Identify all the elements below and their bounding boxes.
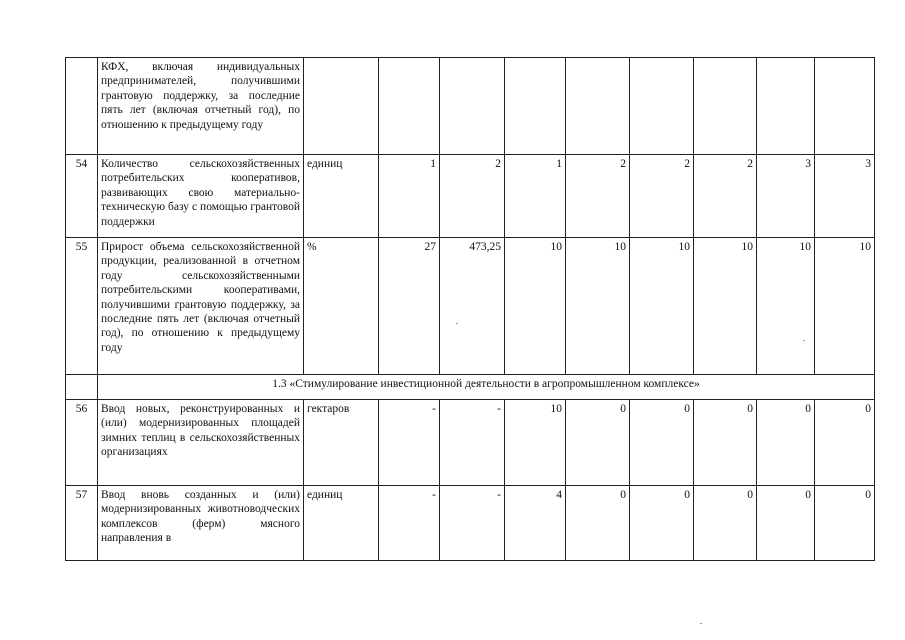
scan-speck — [456, 323, 458, 324]
table-row — [66, 58, 875, 155]
row-number — [66, 375, 98, 400]
indicator-unit: % — [304, 238, 379, 375]
indicator-value: 10 — [505, 238, 566, 375]
section-title: 1.3 «Стимулирование инвестиционной деятельности в агропромышленном комплексе» — [98, 375, 875, 400]
indicator-name: Ввод вновь созданных и (или) модернизированных животноводческих комплексов (ферм) мясного направления в — [98, 486, 304, 561]
indicator-value: 27 — [379, 238, 440, 375]
indicator-name: КФХ, включая индивидуальных предпринимателей, получившими грантовую поддержку, за последние пять лет (включая отчетный год), по отношению к предыдущему году — [98, 58, 304, 155]
indicator-value: 10 — [505, 400, 566, 486]
indicator-unit — [304, 58, 379, 155]
indicator-name: Количество сельскохозяйственных потребительских кооперативов, развивающих свою материально-техническую базу с помощью грантовой поддержки — [98, 155, 304, 238]
row-number — [66, 58, 98, 155]
indicator-unit: гектаров — [304, 400, 379, 486]
indicator-value — [505, 58, 566, 155]
section-row — [66, 375, 875, 400]
scan-speck — [803, 340, 805, 341]
scan-speck — [700, 623, 702, 624]
table-row — [66, 400, 875, 486]
indicator-value — [630, 58, 694, 155]
indicator-value: 3 — [815, 155, 875, 238]
row-number: 56 — [66, 400, 98, 486]
indicator-unit: единиц — [304, 155, 379, 238]
indicator-value: 0 — [815, 400, 875, 486]
indicator-name: Прирост объема сельскохозяйственной продукции, реализованной в отчетном году сельскохозяйственными потребительскими кооперативами, получившими грантовую поддержку, за последние пять лет (включая отчетный год), по отношению к предыдущему году — [98, 238, 304, 375]
indicator-value: - — [379, 486, 440, 561]
indicators-table — [65, 57, 875, 561]
indicator-value: 0 — [566, 486, 630, 561]
indicator-value: 0 — [694, 486, 757, 561]
indicator-value: 1 — [505, 155, 566, 238]
indicator-value: 473,25 — [440, 238, 505, 375]
indicator-value — [757, 58, 815, 155]
indicator-value: 4 — [505, 486, 566, 561]
indicator-value: 0 — [630, 400, 694, 486]
row-number: 57 — [66, 486, 98, 561]
indicator-value: 10 — [815, 238, 875, 375]
indicator-value — [440, 58, 505, 155]
indicator-value: - — [440, 486, 505, 561]
indicator-value: 0 — [630, 486, 694, 561]
table-row — [66, 238, 875, 375]
indicator-value: 2 — [694, 155, 757, 238]
indicator-value: 2 — [440, 155, 505, 238]
indicator-value: 10 — [630, 238, 694, 375]
indicator-value — [694, 58, 757, 155]
indicator-value: 3 — [757, 155, 815, 238]
indicator-value: 2 — [630, 155, 694, 238]
indicator-unit: единиц — [304, 486, 379, 561]
indicator-value: - — [379, 400, 440, 486]
indicator-value: 0 — [566, 400, 630, 486]
indicator-value: 10 — [694, 238, 757, 375]
row-number: 54 — [66, 155, 98, 238]
indicator-value: - — [440, 400, 505, 486]
table-row — [66, 155, 875, 238]
indicator-value: 10 — [566, 238, 630, 375]
indicator-value: 0 — [757, 486, 815, 561]
indicator-value: 0 — [757, 400, 815, 486]
indicator-value: 1 — [379, 155, 440, 238]
indicator-value: 2 — [566, 155, 630, 238]
indicator-value: 0 — [815, 486, 875, 561]
indicator-value — [815, 58, 875, 155]
indicator-value: 0 — [694, 400, 757, 486]
row-number: 55 — [66, 238, 98, 375]
indicator-name: Ввод новых, реконструированных и (или) модернизированных площадей зимних теплиц в сельскохозяйственных организациях — [98, 400, 304, 486]
table-row — [66, 486, 875, 561]
indicator-value — [566, 58, 630, 155]
indicator-value: 10 — [757, 238, 815, 375]
indicator-value — [379, 58, 440, 155]
